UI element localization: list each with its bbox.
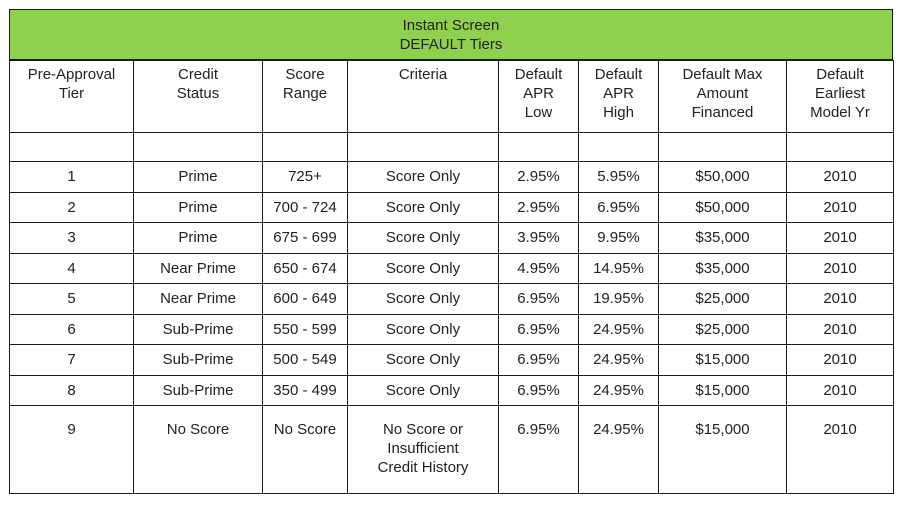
cell-model-yr: 2010	[787, 223, 894, 254]
header-col-apr-low	[499, 61, 579, 133]
blank-cell	[10, 133, 134, 162]
table-row	[10, 345, 894, 376]
tiers-sheet	[9, 9, 893, 494]
header-line: Default	[594, 66, 643, 83]
criteria-line: No Score or	[382, 421, 464, 438]
blank-cell	[579, 133, 659, 162]
cell-criteria: Score Only	[348, 375, 499, 406]
cell-score-range: 675 - 699	[263, 223, 348, 254]
cell-apr-high: 5.95%	[579, 162, 659, 193]
blank-cell	[134, 133, 263, 162]
header-col-tier	[10, 61, 134, 133]
criteria-line: Credit History	[377, 459, 469, 476]
cell-model-yr: 2010	[787, 314, 894, 345]
cell-model-yr: 2010	[787, 375, 894, 406]
cell-criteria: Score Only	[348, 345, 499, 376]
banner-subtitle: DEFAULT Tiers	[399, 36, 503, 53]
cell-criteria: Score Only	[348, 223, 499, 254]
header-line: Credit	[177, 66, 218, 83]
header-col-apr-high	[579, 61, 659, 133]
table-row	[10, 284, 894, 315]
criteria-line: Insufficient	[387, 440, 459, 457]
cell-apr-low: 6.95%	[499, 284, 579, 315]
blank-cell	[787, 133, 894, 162]
cell-score-range: 350 - 499	[263, 375, 348, 406]
cell-apr-high: 24.95%	[579, 345, 659, 376]
cell-max-amount: $15,000	[659, 345, 787, 376]
cell-score-range: 650 - 674	[263, 253, 348, 284]
table-row	[10, 192, 894, 223]
cell-criteria: Score Only	[348, 192, 499, 223]
header-line: Pre-Approval	[27, 66, 116, 83]
cell-score-range: 600 - 649	[263, 284, 348, 315]
header-line: Default	[514, 66, 563, 83]
header-line: Financed	[691, 104, 754, 121]
cell-apr-high: 9.95%	[579, 223, 659, 254]
header-line: Low	[524, 104, 553, 121]
table-row	[10, 314, 894, 345]
header-line: Model Yr	[810, 104, 870, 121]
cell-max-amount: $35,000	[659, 223, 787, 254]
cell-credit-status: Sub-Prime	[134, 345, 263, 376]
blank-cell	[659, 133, 787, 162]
cell-score-range: 700 - 724	[263, 192, 348, 223]
header-line: Default	[816, 66, 864, 83]
cell-max-amount: $50,000	[659, 192, 787, 223]
cell-credit-status: Prime	[134, 192, 263, 223]
cell-apr-low: 2.95%	[499, 192, 579, 223]
cell-tier: 6	[10, 314, 134, 345]
cell-apr-low: 3.95%	[499, 223, 579, 254]
cell-apr-high: 24.95%	[579, 375, 659, 406]
header-line: Earliest	[814, 85, 866, 102]
tiers-table	[9, 60, 894, 494]
cell-criteria: Score Only	[348, 284, 499, 315]
cell-tier: 5	[10, 284, 134, 315]
cell-credit-status: Sub-Prime	[134, 375, 263, 406]
header-col-max-amount	[659, 61, 787, 133]
cell-apr-high: 24.95%	[579, 314, 659, 345]
cell-apr-low: 6.95%	[499, 375, 579, 406]
blank-cell	[263, 133, 348, 162]
cell-model-yr: 2010	[787, 162, 894, 193]
cell-score-range: No Score	[263, 406, 348, 494]
cell-max-amount: $25,000	[659, 284, 787, 315]
cell-max-amount: $15,000	[659, 375, 787, 406]
cell-tier: 7	[10, 345, 134, 376]
cell-apr-low: 6.95%	[499, 314, 579, 345]
header-col-model-yr	[787, 61, 894, 133]
header-line: Default Max	[682, 66, 763, 83]
cell-credit-status: Near Prime	[134, 253, 263, 284]
cell-max-amount: $25,000	[659, 314, 787, 345]
title-banner	[9, 9, 893, 60]
header-line: Range	[282, 85, 328, 102]
cell-criteria: Score Only	[348, 162, 499, 193]
banner-title: Instant Screen	[402, 17, 500, 34]
cell-credit-status: Sub-Prime	[134, 314, 263, 345]
table-row	[10, 406, 894, 494]
cell-apr-low: 6.95%	[499, 406, 579, 494]
cell-criteria: Score Only	[348, 253, 499, 284]
header-line: APR	[523, 85, 554, 102]
table-row	[10, 162, 894, 193]
cell-score-range: 550 - 599	[263, 314, 348, 345]
cell-model-yr: 2010	[787, 345, 894, 376]
cell-tier: 8	[10, 375, 134, 406]
cell-credit-status: Prime	[134, 162, 263, 193]
header-col-credit-status	[134, 61, 263, 133]
cell-apr-high: 24.95%	[579, 406, 659, 494]
header-col-criteria	[348, 61, 499, 133]
cell-criteria	[348, 406, 499, 494]
blank-cell	[499, 133, 579, 162]
cell-model-yr: 2010	[787, 284, 894, 315]
header-line: High	[603, 104, 634, 121]
cell-tier: 9	[10, 406, 134, 494]
cell-apr-low: 6.95%	[499, 345, 579, 376]
header-line: Status	[176, 85, 220, 102]
cell-apr-low: 4.95%	[499, 253, 579, 284]
cell-model-yr: 2010	[787, 192, 894, 223]
cell-apr-high: 14.95%	[579, 253, 659, 284]
cell-credit-status: No Score	[134, 406, 263, 494]
cell-tier: 2	[10, 192, 134, 223]
cell-apr-high: 6.95%	[579, 192, 659, 223]
cell-criteria: Score Only	[348, 314, 499, 345]
cell-credit-status: Prime	[134, 223, 263, 254]
cell-tier: 3	[10, 223, 134, 254]
cell-apr-high: 19.95%	[579, 284, 659, 315]
header-line: Tier	[58, 85, 85, 102]
header-col-score-range	[263, 61, 348, 133]
table-row	[10, 223, 894, 254]
cell-tier: 1	[10, 162, 134, 193]
cell-model-yr: 2010	[787, 406, 894, 494]
blank-cell	[348, 133, 499, 162]
blank-row	[10, 133, 894, 162]
cell-credit-status: Near Prime	[134, 284, 263, 315]
header-line: APR	[603, 85, 634, 102]
header-line: Score	[285, 66, 325, 83]
cell-score-range: 500 - 549	[263, 345, 348, 376]
cell-max-amount: $15,000	[659, 406, 787, 494]
cell-max-amount: $50,000	[659, 162, 787, 193]
table-row	[10, 253, 894, 284]
cell-score-range: 725+	[263, 162, 348, 193]
cell-tier: 4	[10, 253, 134, 284]
cell-model-yr: 2010	[787, 253, 894, 284]
table-row	[10, 375, 894, 406]
cell-max-amount: $35,000	[659, 253, 787, 284]
cell-apr-low: 2.95%	[499, 162, 579, 193]
header-line: Amount	[696, 85, 749, 102]
header-line: Criteria	[398, 66, 448, 83]
header-row	[10, 61, 894, 133]
